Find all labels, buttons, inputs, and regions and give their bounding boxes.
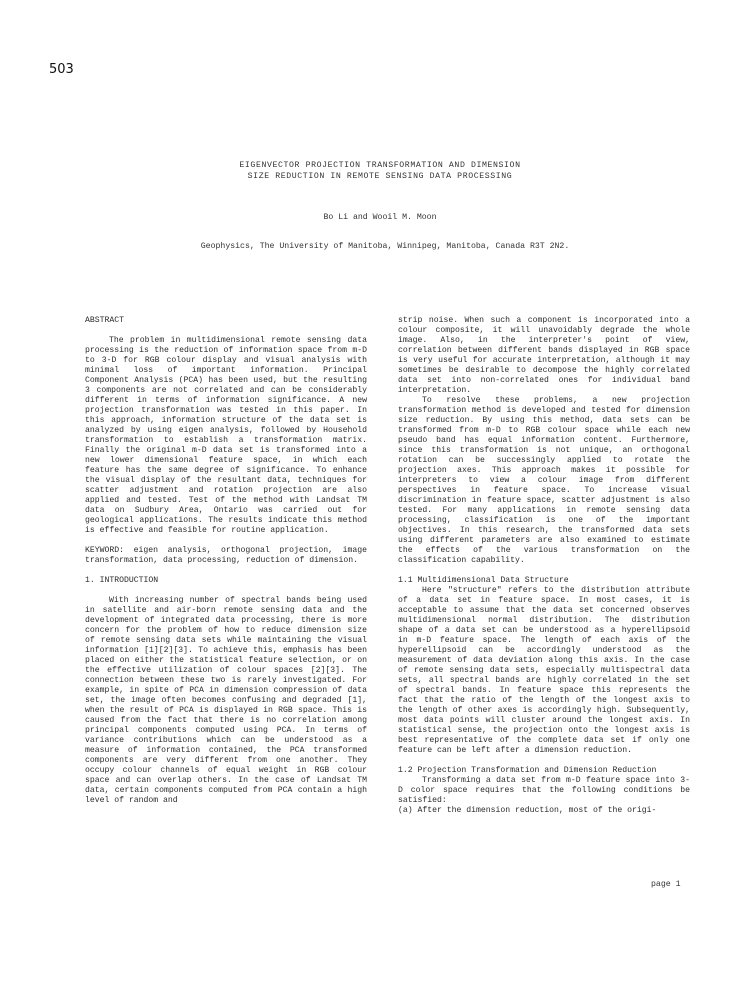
paper-title [150, 160, 610, 182]
right-column [398, 316, 690, 816]
title-line-1: EIGENVECTOR PROJECTION TRANSFORMATION AND DIMENSION [239, 161, 521, 170]
page-footer: page 1 [651, 880, 681, 889]
abstract-text: The problem in multidimensional remote sensing data processing is the reduction of information space from m-D to 3-D for RGB colour display and visual analysis with minimal loss of important information. Principal Component Analysis (PCA) has been used, but the resulting 3 components are not correlated and can be considerably different in terms of information significance. A new projection transformation was tested in this paper. In this approach, information structure of the data set is analyzed by using eigen analysis, followed by Household transformation to establish a transformation matrix. Finally the original m-D data set is transformed into a new lower dimensional feature space, in which each feature has the same degree of significance. To enhance the visual display of the resultant data, techniques for scatter adjustment and rotation projection are also applied and tested. Test of the method with Landsat TM data on Sudbury Area, Ontario was carried out for geological applications. The results indicate this method is effective and feasible for routine application. [85, 336, 367, 535]
affiliation: Geophysics, The University of Manitoba, Winnipeg, Manitoba, Canada R3T 2N2. [200, 242, 570, 251]
section-1-1-text: Here "structure" refers to the distribution attribute of a data set in feature space. In most cases, it is acceptable to assume that the data set concerned observes multidimensional normal distribution. The distribution shape of a data set can be understood as a hyperellipsoid in m-D feature space. The length of each axis of the hyperellipsoid can be accordingly understood as the measurement of data deviation along this axis. In the case of remote sensing data sets, especially multispectral data sets, all spectral bands are highly correlated in the set of spectral bands. In feature space this represents the fact that the ratio of the length of the longest axis to the length of other axes is accordingly high. Subsequently, most data points will cluster around the longest axis. In statistical sense, the projection onto the longest axis is best representative of the complete data set if only one feature can be left after a dimension reduction. [398, 586, 690, 755]
section-1-2-heading: 1.2 Projection Transformation and Dimension Reduction [398, 766, 657, 775]
introduction-paragraph-1-continued: strip noise. When such a component is incorporated into a colour composite, it will unavoidably degrade the whole image. Also, in the interpreter's point of view, correlation between different bands displayed in RGB space is very useful for accurate interpretation, although it may sometimes be desirable to decompose the highly correlated data set into non-correlated ones for individual band interpretation. [398, 316, 690, 395]
introduction-paragraph-2: To resolve these problems, a new projection transformation method is developed and tested for dimension size reduction. By using this method, data sets can be transformed from m-D to RGB colour space while each new pseudo band has equal information content. Furthermore, since this transformation is not unique, an orthogonal rotation can be successingly applied to rotate the projection axes. This approach makes it possible for interpreters to view a colour image from different perspectives in feature space. To increase visual discrimination in feature space, scatter adjustment is also tested. For many applications in remote sensing data processing, classification is one of the important objectives. In this research, the transformed data sets using different parameters are also examined to estimate the effects of the various transformation on the classification capability. [398, 396, 690, 565]
abstract-heading: ABSTRACT [85, 316, 125, 325]
introduction-paragraph-1: With increasing number of spectral bands being used in satellite and air-born remote sensing data and the development of integrated data processing, there is more concern for the problem of how to reduce dimension size of remote sensing data sets while maintaining the visual information [1][2][3]. To achieve this, emphasis has been placed on either the statistical feature selection, or on the effective utilization of colour spaces [2][3]. The connection between these two is rarely investigated. For example, in spite of PCA in dimension compression of data set, the image often becomes confusing and degraded [1], when the result of PCA is displayed in RGB space. This is caused from the fact that there is no correlation among principal components computed using PCA. In terms of variance contributions which can be understood as a measure of information contained, the PCA transformed components are very different from one another. They occupy colour channels of equal weight in RGB colour space and can overlap others. In the case of Landsat TM data, certain components computed from PCA contain a high level of random and [85, 596, 367, 805]
section-1-2-text: Transforming a data set from m-D feature space into 3-D color space requires that the following conditions be satisfied: [398, 776, 690, 805]
section-1-1-heading: 1.1 Multidimensional Data Structure [398, 576, 569, 585]
condition-a: (a) After the dimension reduction, most of the origi- [398, 806, 657, 815]
page-number-top: 503 [49, 62, 74, 77]
authors: Bo Li and Wooil M. Moon [323, 213, 437, 222]
introduction-heading: 1. INTRODUCTION [85, 576, 159, 585]
keywords: KEYWORD: eigen analysis, orthogonal projection, image transformation, data processing, reduction of dimension. [85, 546, 367, 565]
title-line-2: SIZE REDUCTION IN REMOTE SENSING DATA PROCESSING [247, 172, 513, 181]
left-column [85, 316, 367, 806]
